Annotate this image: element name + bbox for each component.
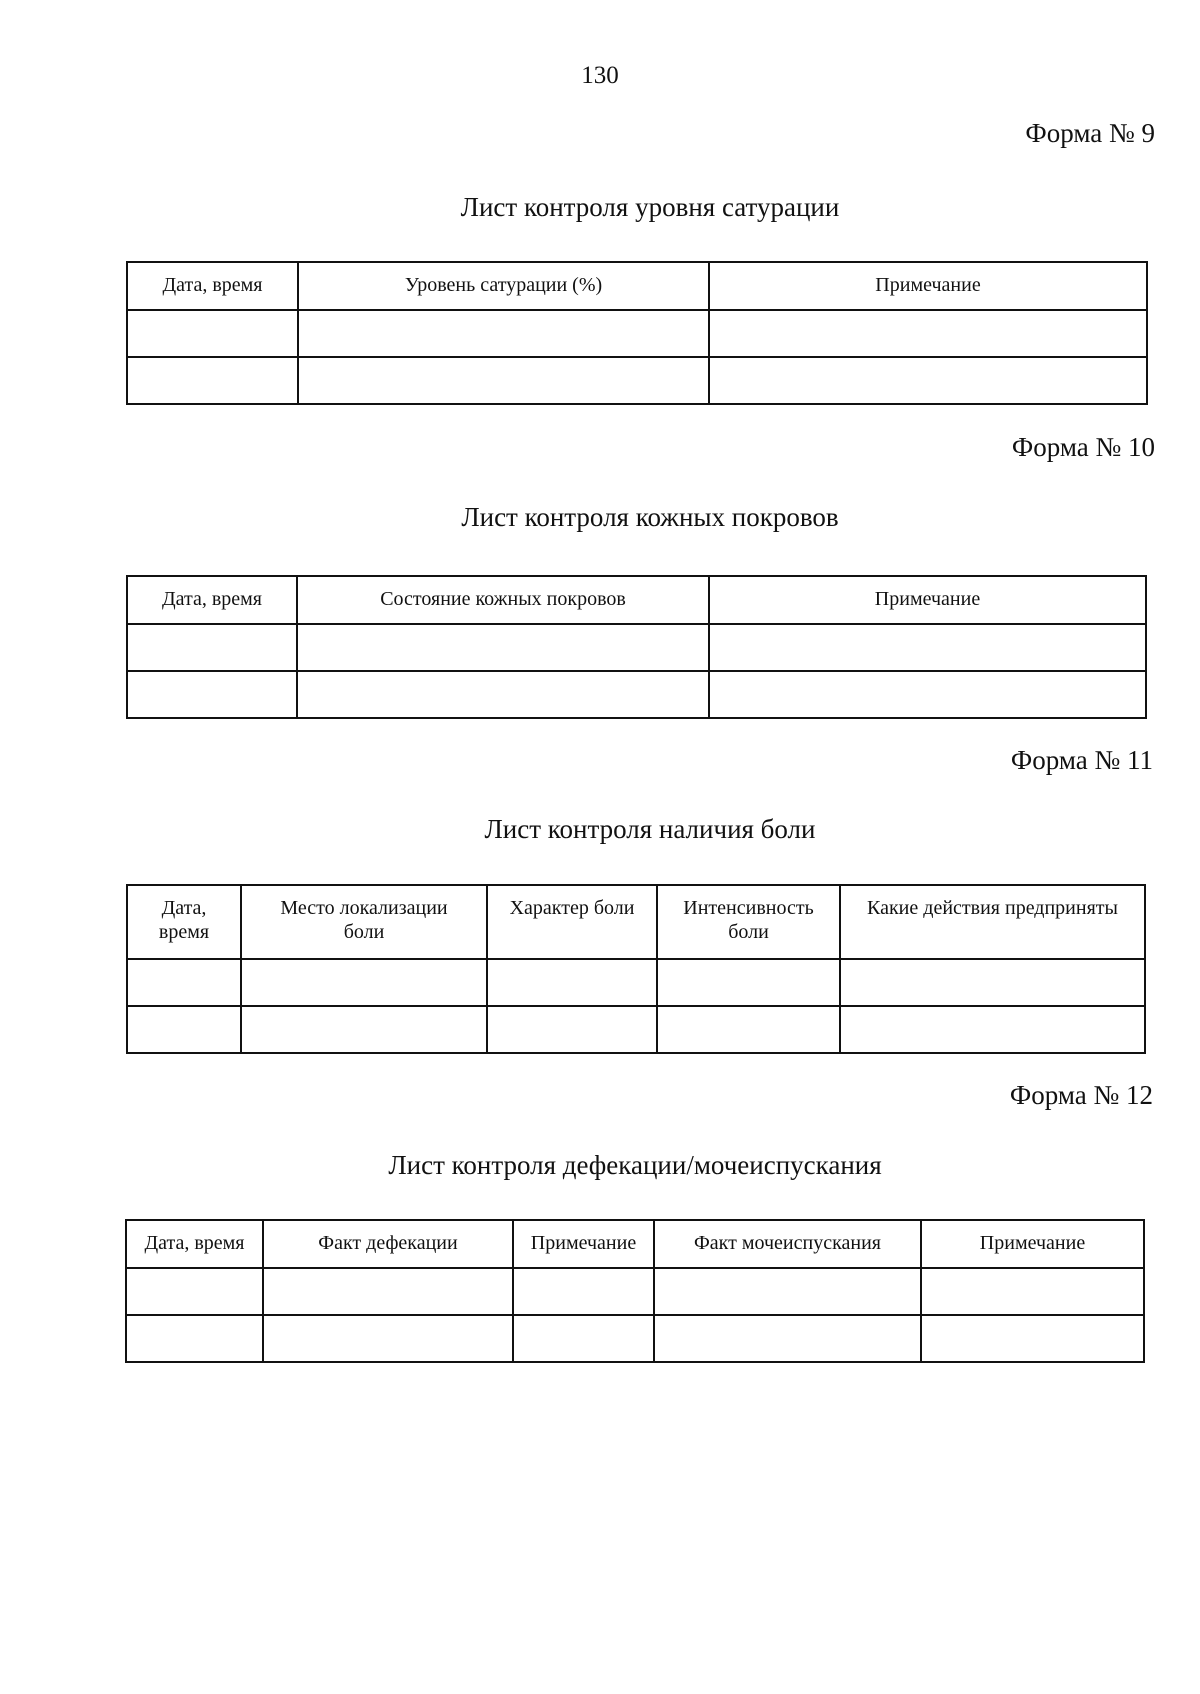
column-header: Уровень сатурации (%) [298,262,709,310]
column-header: Примечание [513,1220,654,1268]
table-row [126,1268,1144,1315]
table-cell[interactable] [657,959,840,1006]
table-cell[interactable] [487,959,657,1006]
table-cell[interactable] [297,671,709,718]
column-header: Факт дефекации [263,1220,513,1268]
column-header: Интенсивность боли [657,885,840,959]
table-row [127,1006,1145,1053]
table-cell[interactable] [840,1006,1145,1053]
form-12-label: Форма № 12 [1009,1080,1153,1110]
column-header: Характер боли [487,885,657,959]
column-header: Примечание [709,262,1147,310]
table-cell[interactable] [654,1268,921,1315]
column-header: Факт мочеиспускания [654,1220,921,1268]
column-header: Место локализации боли [241,885,487,959]
table-cell[interactable] [127,624,297,671]
table-cell[interactable] [709,310,1147,357]
form-10-label: Форма № 10 [1011,432,1155,462]
table-cell[interactable] [709,357,1147,404]
table-cell[interactable] [127,671,297,718]
table-row [127,671,1146,718]
form-11-label: Форма № 11 [1010,745,1153,775]
table-cell[interactable] [840,959,1145,1006]
form-12-title: Лист контроля дефекации/мочеиспускания [388,1150,882,1180]
column-header: Состояние кожных покровов [297,576,709,624]
table-cell[interactable] [921,1315,1144,1362]
table-cell[interactable] [127,310,298,357]
table-row [126,1315,1144,1362]
table-cell[interactable] [127,959,241,1006]
table-cell[interactable] [298,357,709,404]
table-cell[interactable] [263,1268,513,1315]
column-header: Примечание [709,576,1146,624]
table-cell[interactable] [241,959,487,1006]
table-cell[interactable] [709,671,1146,718]
form-9-label: Форма № 9 [1025,118,1155,148]
table-cell[interactable] [298,310,709,357]
table-cell[interactable] [709,624,1146,671]
column-header: Примечание [921,1220,1144,1268]
table-cell[interactable] [126,1268,263,1315]
table-row [127,624,1146,671]
table-cell[interactable] [127,1006,241,1053]
table-cell[interactable] [241,1006,487,1053]
column-header: Дата, время [127,885,241,959]
table-cell[interactable] [657,1006,840,1053]
table-cell[interactable] [126,1315,263,1362]
table-row [127,357,1147,404]
form-9-table [126,261,1148,405]
form-9-title: Лист контроля уровня сатурации [460,192,840,222]
column-header: Дата, время [127,262,298,310]
column-header: Какие действия предприняты [840,885,1145,959]
form-12-table [125,1219,1145,1363]
table-cell[interactable] [921,1268,1144,1315]
page-number: 130 [581,62,619,89]
table-cell[interactable] [654,1315,921,1362]
table-cell[interactable] [513,1268,654,1315]
table-cell[interactable] [297,624,709,671]
form-11-table [126,884,1146,1054]
form-10-table [126,575,1147,719]
table-cell[interactable] [127,357,298,404]
table-cell[interactable] [513,1315,654,1362]
table-row [127,959,1145,1006]
form-11-title: Лист контроля наличия боли [484,814,816,844]
table-cell[interactable] [263,1315,513,1362]
column-header: Дата, время [126,1220,263,1268]
table-row [127,310,1147,357]
form-10-title: Лист контроля кожных покровов [461,502,839,532]
column-header: Дата, время [127,576,297,624]
table-cell[interactable] [487,1006,657,1053]
